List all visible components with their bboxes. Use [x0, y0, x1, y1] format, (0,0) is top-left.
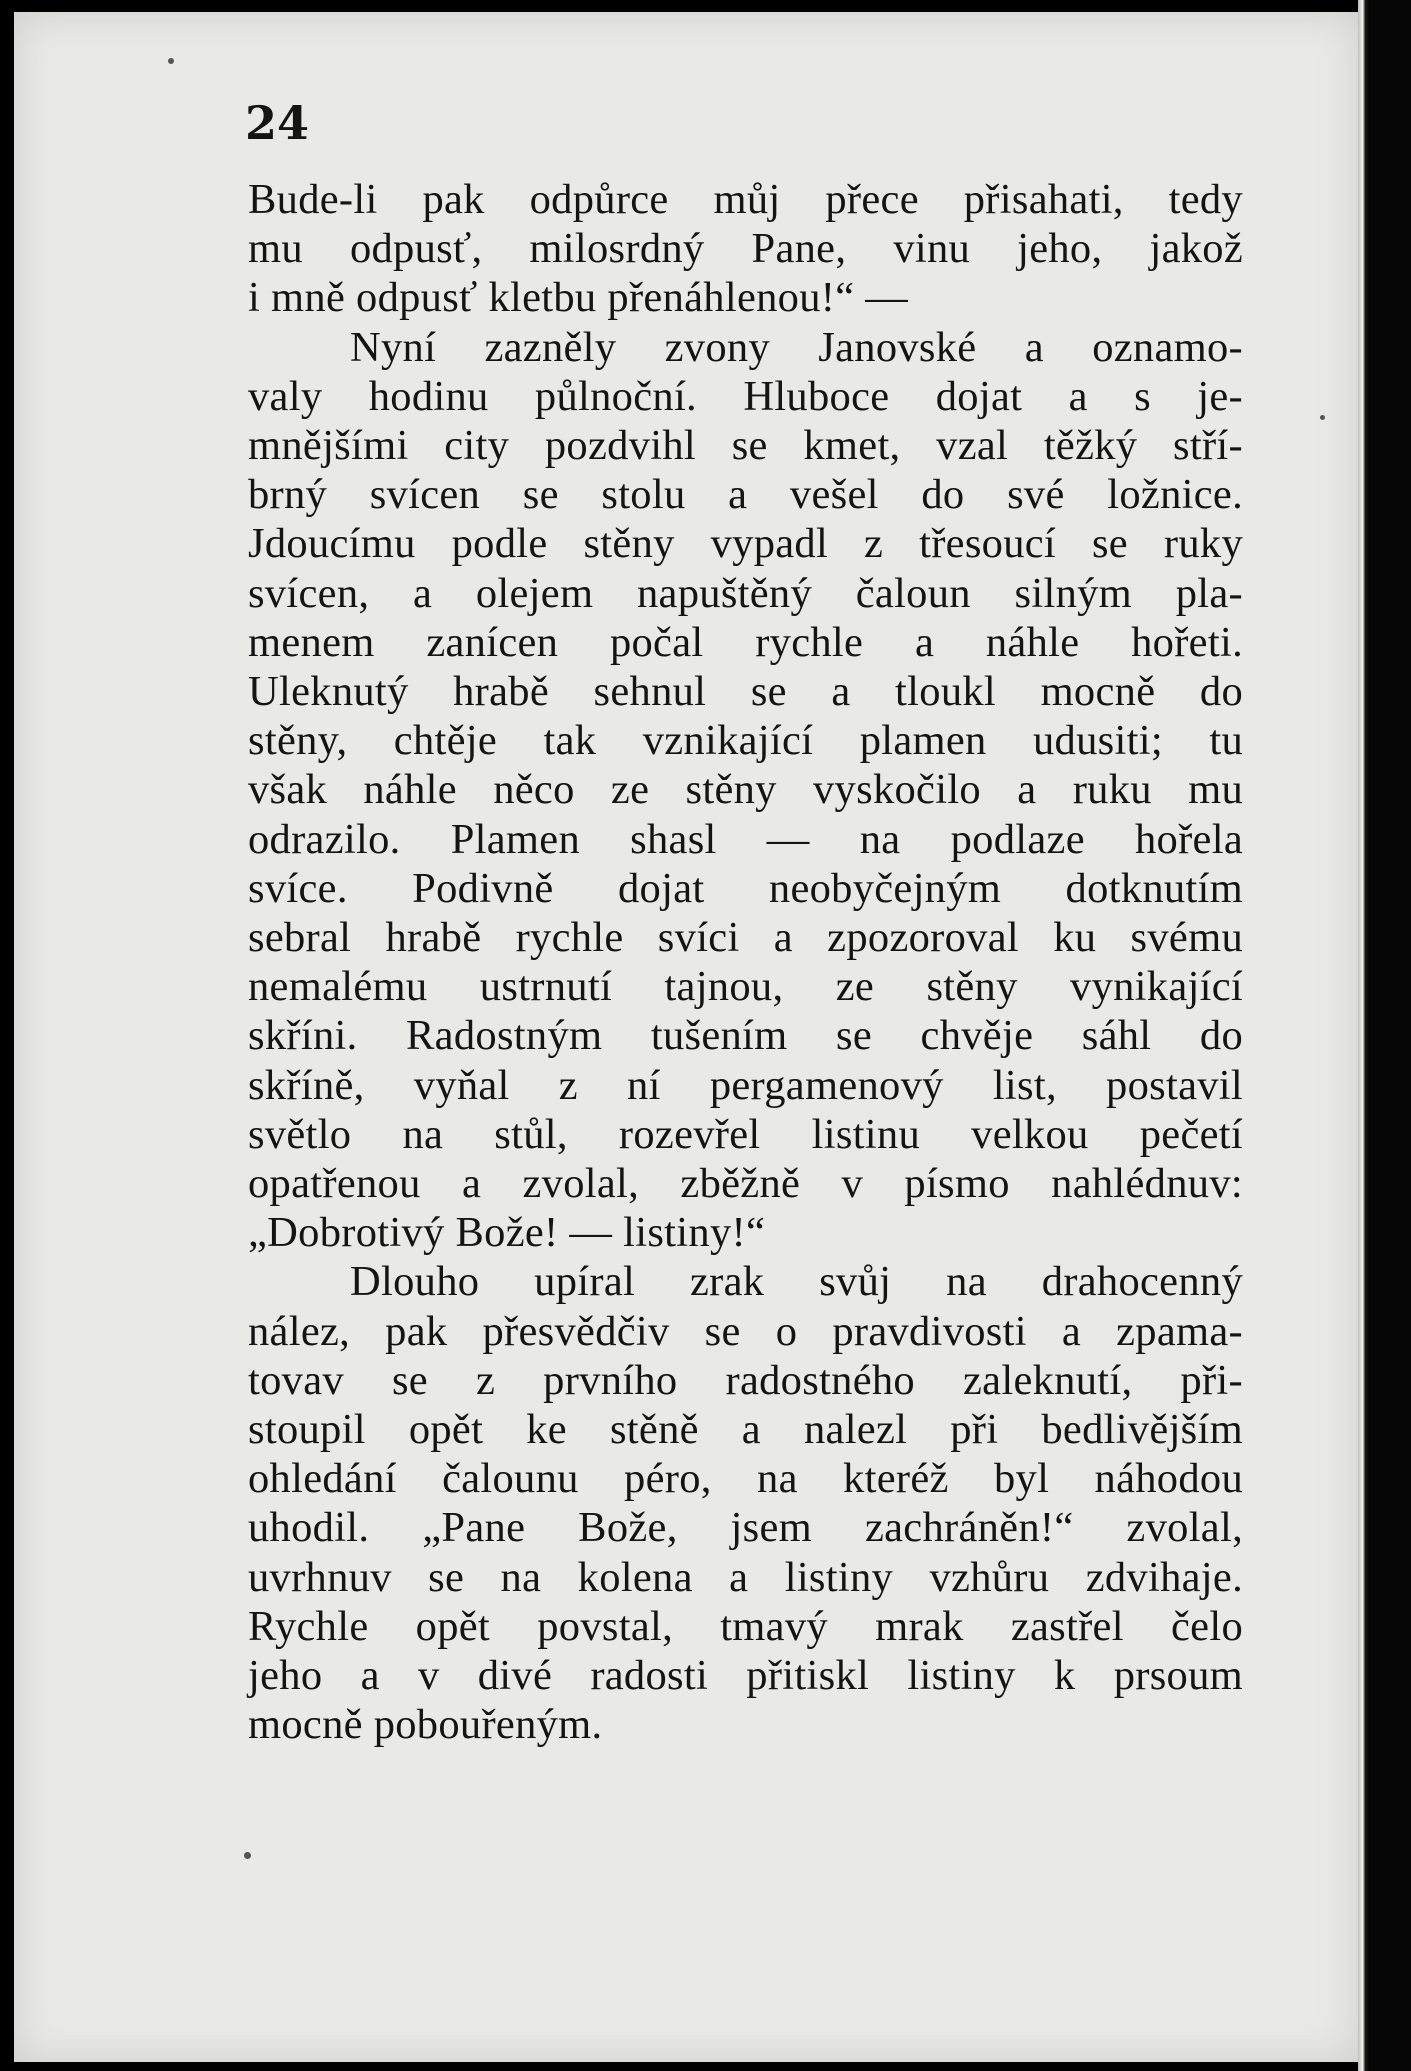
text-line: Dlouho upíral zrak svůj na drahocenný	[350, 1258, 1243, 1306]
paragraph	[248, 1257, 1243, 1749]
text-line: opatřenou a zvolal, zběžně v písmo nahlédnuv:	[248, 1160, 1243, 1208]
text-line: skříně, vyňal z ní pergamenový list, postavil	[248, 1061, 1243, 1109]
text-line: Jdoucímu podle stěny vypadl z třesoucí se ruky	[248, 520, 1243, 568]
text-line: brný svícen se stolu a vešel do své ložnice.	[248, 471, 1243, 519]
text-line: stoupil opět ke stěně a nalezl při bedlivějším	[248, 1406, 1243, 1454]
text-line: sebral hrabě rychle svíci a zpozoroval ku svému	[248, 914, 1243, 962]
text-line: mocně pobouřeným.	[248, 1701, 603, 1749]
text-line: stěny, chtěje tak vznikající plamen udusiti; tu	[248, 717, 1243, 765]
scan-margin	[1370, 0, 1411, 2071]
text-line: však náhle něco ze stěny vyskočilo a ruku mu	[248, 766, 1243, 814]
text-line: tovav se z prvního radostného zaleknutí, při-	[248, 1356, 1243, 1404]
text-line: svíce. Podivně dojat neobyčejným dotknutím	[248, 864, 1243, 912]
text-line: světlo na stůl, rozevřel listinu velkou pečetí	[248, 1110, 1243, 1158]
body-text	[248, 175, 1243, 1750]
text-line: Uleknutý hrabě sehnul se a tloukl mocně do	[248, 668, 1243, 716]
dust-speck	[244, 1852, 251, 1859]
text-line: „Dobrotivý Bože! — listiny!“	[248, 1209, 766, 1257]
text-line: mu odpusť, milosrdný Pane, vinu jeho, jakož	[248, 225, 1243, 273]
text-line: Nyní zazněly zvony Janovské a oznamo-	[350, 323, 1243, 371]
paragraph	[248, 175, 1243, 323]
dust-speck	[1320, 415, 1325, 420]
text-line: nález, pak přesvědčiv se o pravdivosti a zpama-	[248, 1307, 1243, 1355]
text-line: Rychle opět povstal, tmavý mrak zastřel čelo	[248, 1602, 1243, 1650]
text-line: valy hodinu půlnoční. Hluboce dojat a s je-	[248, 372, 1243, 420]
text-line: menem zanícen počal rychle a náhle hořeti.	[248, 618, 1243, 666]
text-line: uvrhnuv se na kolena a listiny vzhůru zdvihaje.	[248, 1553, 1243, 1601]
dust-speck	[168, 58, 174, 64]
text-line: i mně odpusť kletbu přenáhlenou!“ —	[248, 274, 909, 322]
text-line: uhodil. „Pane Bože, jsem zachráněn!“ zvolal,	[248, 1504, 1243, 1552]
text-line: skříni. Radostným tušením se chvěje sáhl do	[248, 1012, 1243, 1060]
text-line: svícen, a olejem napuštěný čaloun silným pla-	[248, 569, 1243, 617]
text-line: nemalému ustrnutí tajnou, ze stěny vynikající	[248, 963, 1243, 1011]
text-line: jeho a v divé radosti přitiskl listiny k prsoum	[248, 1652, 1243, 1700]
page-number: 24	[245, 96, 310, 150]
text-line: odrazilo. Plamen shasl — na podlaze hořela	[248, 815, 1243, 863]
text-line: mnějšími city pozdvihl se kmet, vzal těžký stří-	[248, 422, 1243, 470]
page-edge	[1358, 0, 1370, 2071]
text-line: ohledání čalounu péro, na kteréž byl náhodou	[248, 1455, 1243, 1503]
text-line: Bude-li pak odpůrce můj přece přisahati, tedy	[248, 176, 1243, 223]
paragraph	[248, 323, 1243, 1258]
